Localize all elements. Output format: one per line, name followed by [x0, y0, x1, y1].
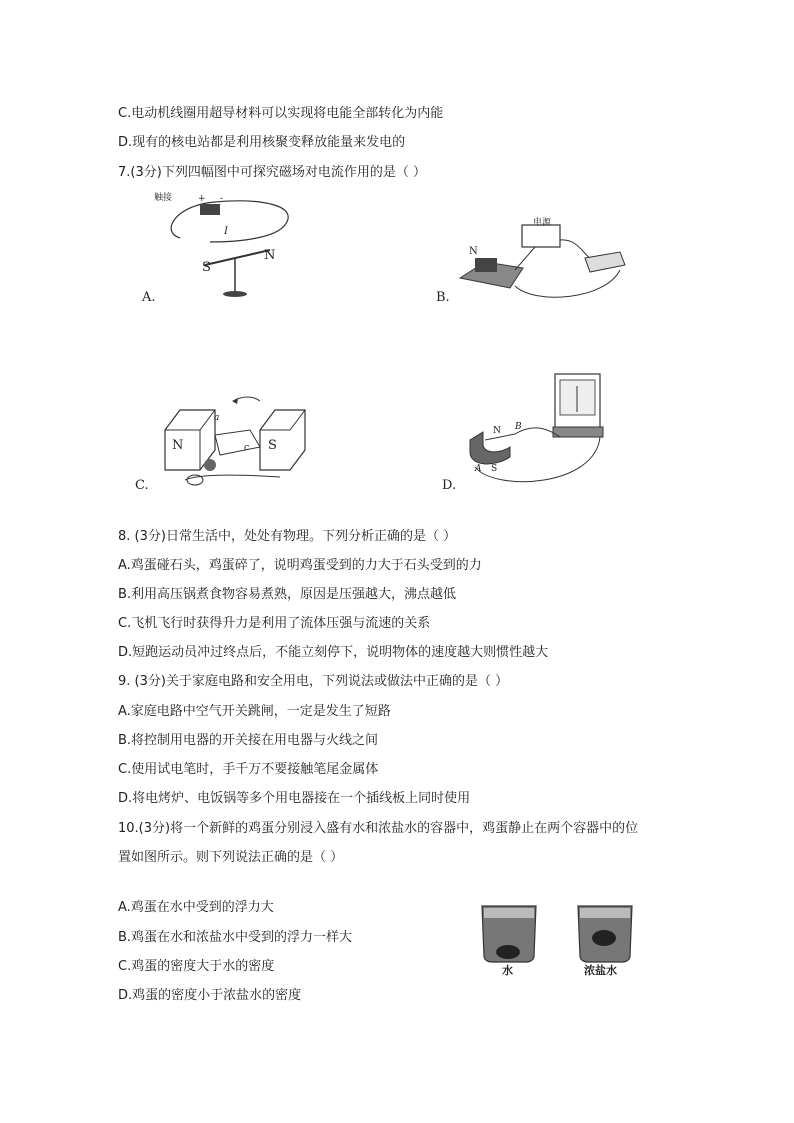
option-b-q10: B.鸡蛋在水和浓盐水中受到的浮力一样大: [118, 930, 353, 945]
option-c-q6: C.电动机线圈用超导材料可以实现将电能全部转化为内能: [118, 106, 444, 121]
question-10-line1: 10.(3分)将一个新鲜的鸡蛋分别浸入盛有水和浓盐水的容器中，鸡蛋静止在两个容器中的位: [118, 821, 639, 836]
option-d-q9: D.将电烤炉、电饭锅等多个用电器接在一个插线板上同时使用: [118, 791, 471, 806]
label-b-north: N: [469, 246, 478, 257]
label-d-north: N: [493, 426, 501, 436]
figure-7a: [140, 190, 310, 305]
label-c-south: S: [268, 438, 277, 453]
label-south: S: [202, 260, 211, 275]
option-a-q8: A.鸡蛋碰石头，鸡蛋碎了，说明鸡蛋受到的力大于石头受到的力: [118, 558, 482, 573]
option-b-label: B.: [436, 290, 450, 305]
label-north: N: [264, 248, 276, 263]
label-d-b: B: [515, 422, 522, 432]
label-c-c: c: [244, 443, 250, 453]
label-c-north: N: [172, 438, 184, 453]
label-water: 水: [502, 964, 513, 977]
question-9: 9. (3分)关于家庭电路和安全用电，下列说法或做法中正确的是（ ）: [118, 674, 509, 689]
option-a-label: A.: [142, 290, 156, 305]
option-c-q9: C.使用试电笔时，手千万不要接触笔尾金属体: [118, 762, 379, 777]
option-d-q6: D.现有的核电站都是利用核聚变释放能量来发电的: [118, 135, 406, 150]
option-b-q9: B.将控制用电器的开关接在用电器与火线之间: [118, 733, 379, 748]
label-d-a: A: [475, 464, 482, 474]
question-7: 7.(3分)下列四幅图中可探究磁场对电流作用的是（ ）: [118, 165, 426, 180]
label-plus: +: [198, 194, 206, 204]
option-d-q8: D.短跑运动员冲过终点后，不能立刻停下，说明物体的速度越大则惯性越大: [118, 645, 549, 660]
question-8: 8. (3分)日常生活中，处处有物理。下列分析正确的是（ ）: [118, 529, 457, 544]
option-d-q10: D.鸡蛋的密度小于浓盐水的密度: [118, 988, 302, 1003]
figure-7c: [160, 395, 310, 495]
option-c-q8: C.飞机飞行时获得升力是利用了流体压强与流速的关系: [118, 616, 431, 631]
option-a-q10: A.鸡蛋在水中受到的浮力大: [118, 900, 274, 915]
option-a-q9: A.家庭电路中空气开关跳闸，一定是发生了短路: [118, 704, 391, 719]
label-d-south: S: [491, 464, 498, 474]
option-c-q10: C.鸡蛋的密度大于水的密度: [118, 959, 275, 974]
label-c-a: a: [214, 413, 220, 423]
question-10-line2: 置如图所示。则下列说法正确的是（ ）: [118, 850, 344, 865]
label-brine: 浓盐水: [584, 964, 617, 977]
label-power: 电源: [533, 218, 552, 228]
label-touch: 触接: [154, 193, 173, 203]
option-c-label: C.: [135, 478, 149, 493]
option-d-label: D.: [442, 478, 457, 493]
figure-7b: [455, 210, 630, 300]
label-minus: -: [220, 194, 224, 204]
figure-10: [478, 900, 648, 980]
option-b-q8: B.利用高压锅煮食物容易煮熟，原因是压强越大，沸点越低: [118, 587, 457, 602]
label-current: I: [224, 226, 228, 237]
figure-7d: [465, 372, 625, 492]
